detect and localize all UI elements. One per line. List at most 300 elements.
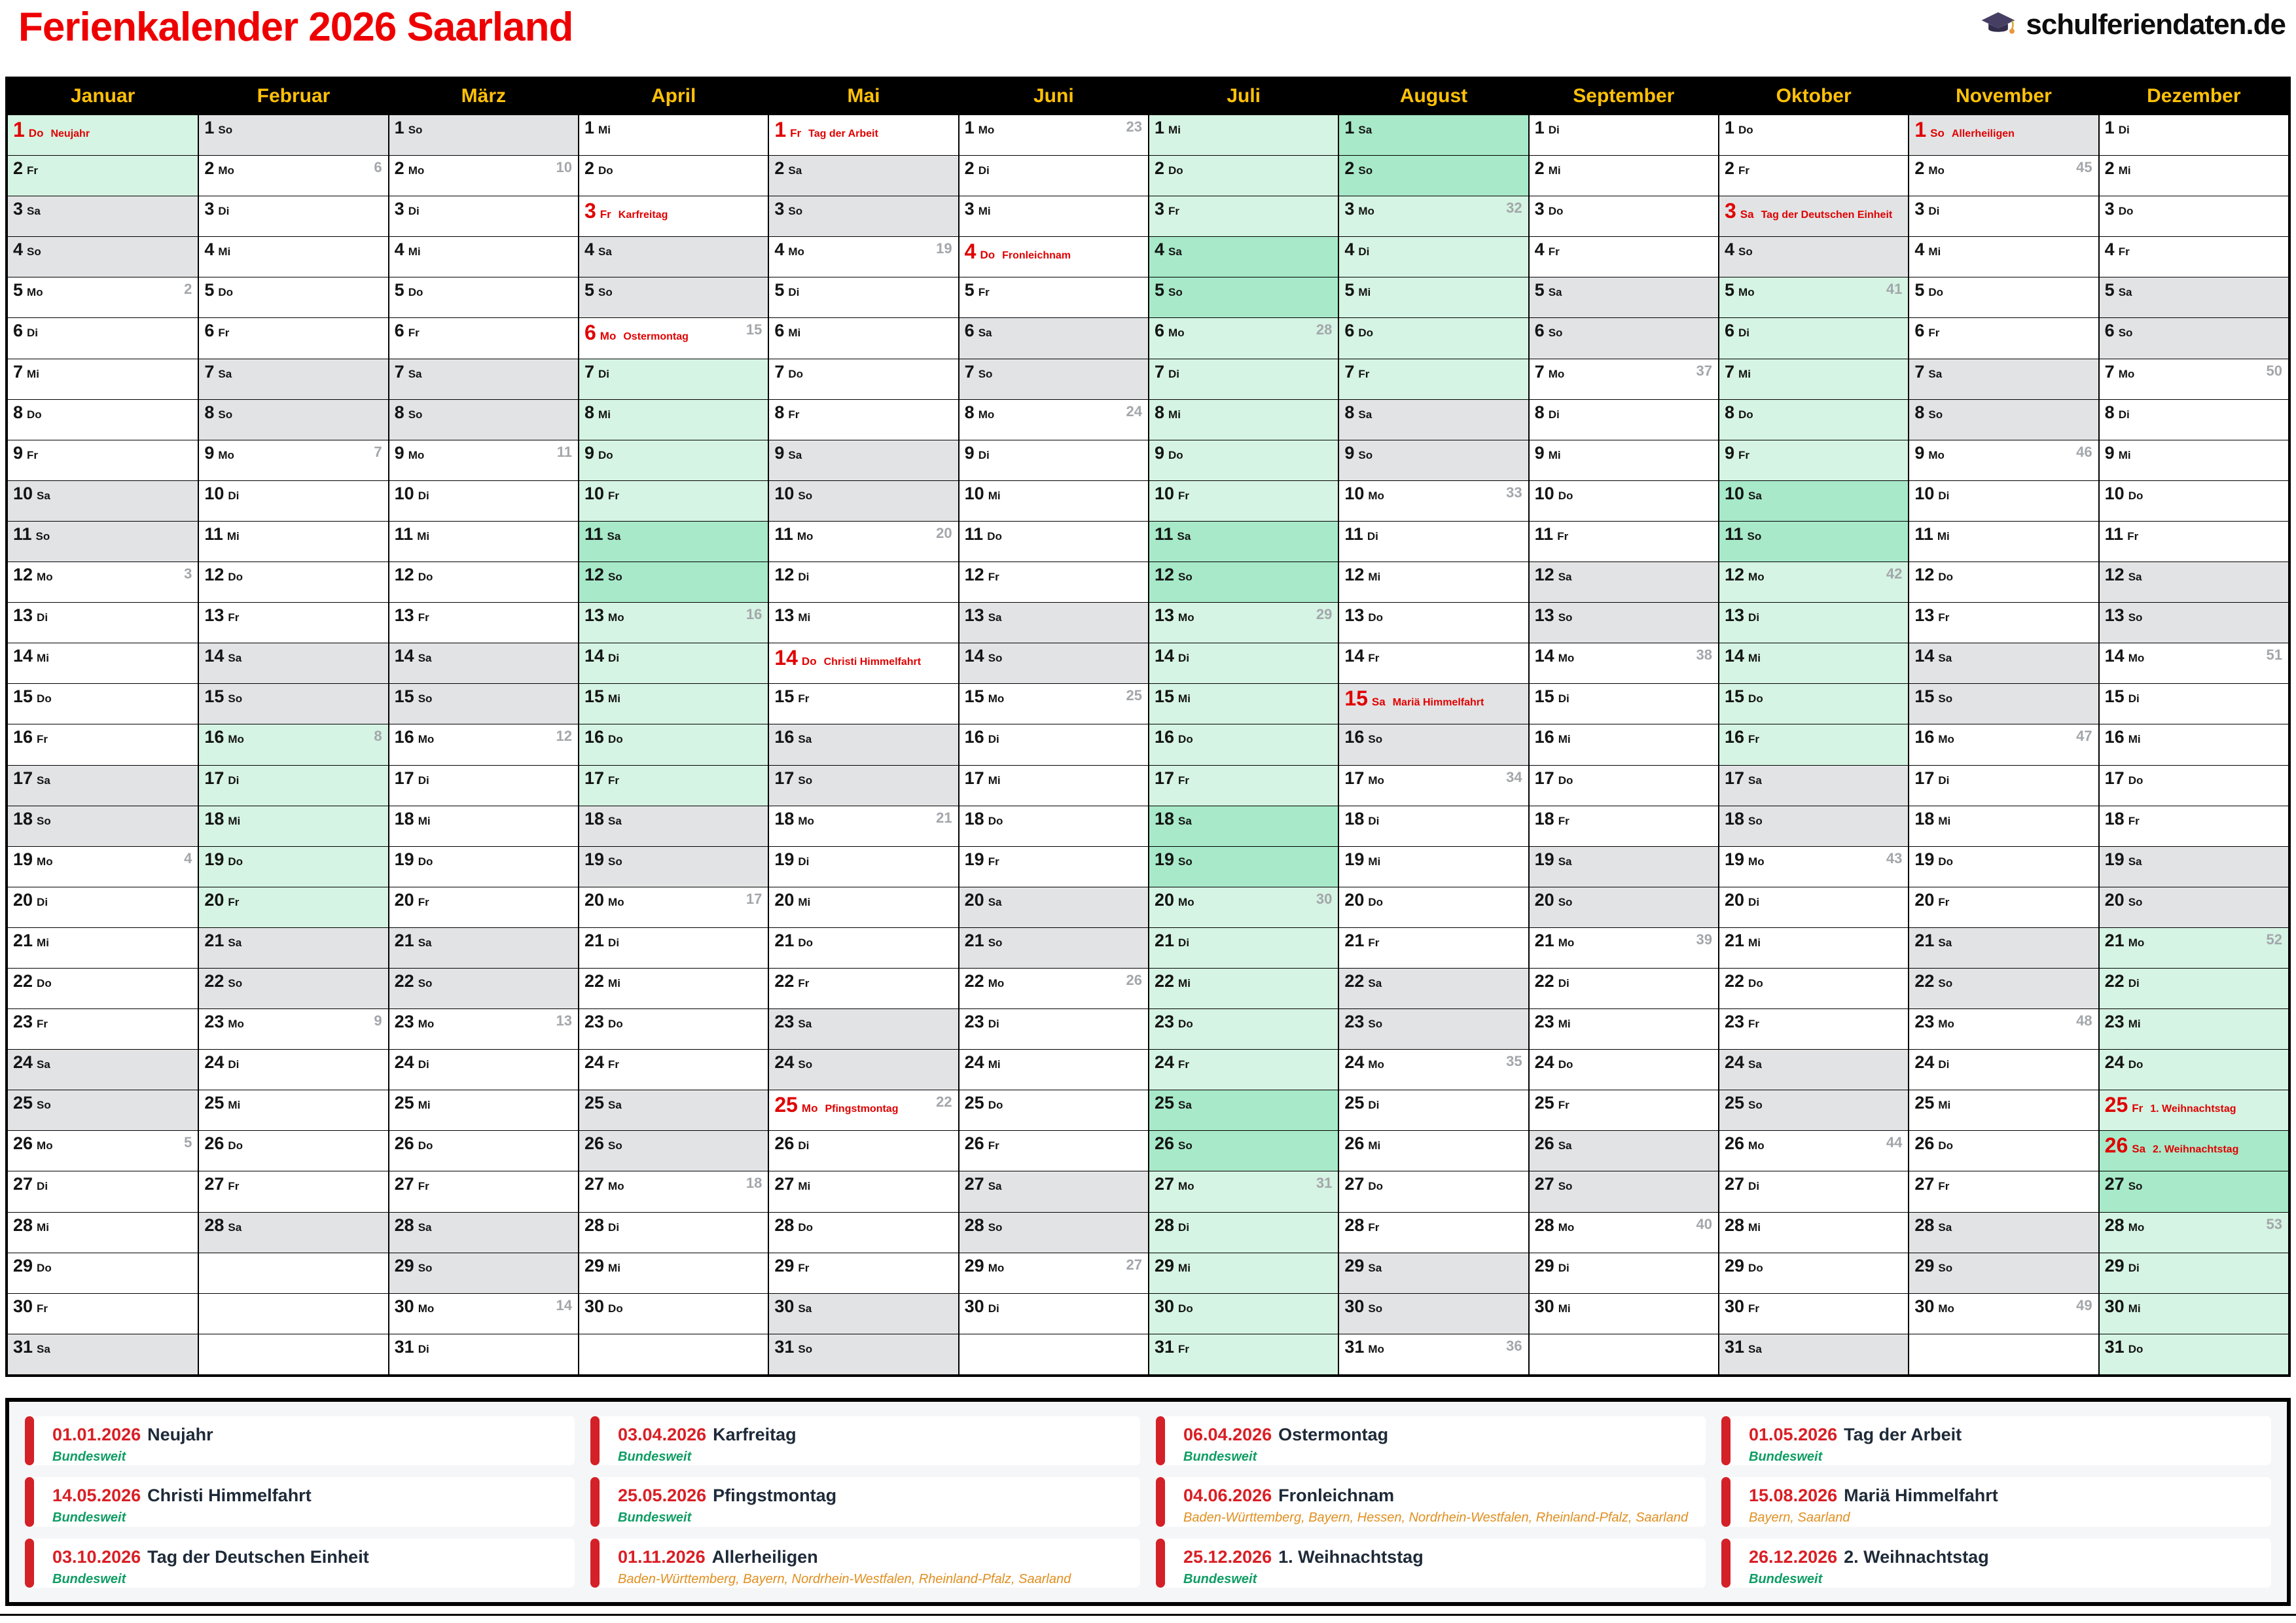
day-cell	[960, 1008, 1148, 1049]
day-cell	[1909, 1049, 2098, 1090]
legend-red-bar-icon	[1156, 1539, 1165, 1588]
day-number: 24	[584, 1052, 605, 1073]
day-cell	[769, 643, 958, 683]
weekday-label: Fr	[1558, 814, 1570, 827]
day-cell	[389, 1293, 578, 1334]
day-cell	[960, 1293, 1148, 1334]
day-number: 11	[1534, 524, 1554, 544]
day-number: 8	[13, 402, 24, 422]
week-number: 22	[936, 1094, 952, 1111]
weekday-label: Mo	[2118, 367, 2135, 380]
weekday-label: Do	[228, 571, 243, 584]
weekday-label: Di	[1368, 1099, 1380, 1112]
week-number: 26	[1126, 971, 1142, 988]
weekday-label: Mo	[1928, 164, 1945, 177]
weekday-label: Di	[598, 367, 610, 380]
day-number: 19	[2104, 849, 2125, 869]
day-cell	[199, 480, 387, 521]
holiday-label: Christi Himmelfahrt	[823, 656, 922, 668]
day-cell	[1149, 440, 1338, 480]
weekday-label: So	[408, 408, 423, 421]
weekday-label: Mo	[408, 164, 425, 177]
day-number: 9	[1155, 442, 1165, 463]
weekday-label: Mi	[2118, 448, 2131, 461]
day-cell	[1530, 765, 1718, 806]
day-number: 14	[964, 646, 984, 666]
weekday-label: Fr	[788, 408, 800, 421]
weekday-label: Mo	[37, 855, 53, 868]
day-cell	[1909, 1253, 2098, 1293]
day-cell	[1339, 724, 1528, 764]
day-cell	[199, 887, 387, 927]
weekday-label: Fr	[798, 1261, 810, 1274]
day-cell	[579, 1090, 768, 1130]
day-number: 7	[1725, 361, 1735, 382]
holiday-date: 14.05.2026	[52, 1486, 141, 1506]
weekday-label: Mo	[988, 976, 1005, 990]
day-number: 4	[964, 240, 977, 264]
day-number: 15	[1344, 687, 1368, 711]
day-cell	[579, 399, 768, 440]
weekday-label: Do	[1938, 855, 1954, 868]
legend-card	[25, 1416, 575, 1465]
weekday-label: Sa	[598, 245, 612, 259]
week-number: 41	[1886, 281, 1903, 298]
day-cell	[960, 1049, 1148, 1090]
day-number: 31	[13, 1336, 33, 1357]
week-number: 2	[184, 281, 192, 298]
holiday-date: 01.05.2026	[1749, 1425, 1838, 1444]
weekday-label: Mo	[600, 330, 617, 343]
day-cell	[960, 887, 1148, 927]
day-cell	[389, 521, 578, 562]
day-cell	[1909, 317, 2098, 358]
day-cell	[769, 806, 958, 846]
day-number: 21	[584, 930, 605, 950]
day-cell	[1719, 196, 1908, 236]
weekday-label: Sa	[37, 1058, 50, 1071]
weekday-label: Sa	[1928, 367, 1943, 380]
weekday-label: Fr	[418, 895, 429, 908]
weekday-label: Fr	[218, 327, 230, 340]
day-cell	[579, 359, 768, 399]
legend-red-bar-icon	[1721, 1539, 1731, 1588]
day-number: 5	[204, 280, 215, 300]
day-number: 10	[2104, 483, 2125, 503]
weekday-label: Sa	[1938, 936, 1952, 949]
day-cell	[1149, 1130, 1338, 1171]
weekday-label: Di	[27, 327, 39, 340]
day-cell	[1719, 155, 1908, 196]
weekday-label: Mi	[1937, 529, 1950, 543]
day-number: 27	[204, 1174, 224, 1194]
day-number: 28	[1155, 1215, 1175, 1235]
day-number: 26	[2104, 1133, 2128, 1158]
day-cell	[960, 277, 1148, 317]
day-number: 18	[394, 808, 414, 829]
weekday-label: Mi	[27, 367, 39, 380]
weekday-label: Mo	[1178, 1180, 1194, 1193]
month-column-10	[1718, 79, 1908, 1374]
day-number: 14	[13, 646, 33, 666]
day-number: 6	[964, 321, 975, 341]
day-cell	[1530, 1130, 1718, 1171]
day-number: 10	[204, 483, 224, 503]
day-cell	[199, 927, 387, 968]
holiday-label: Allerheiligen	[1951, 128, 2015, 139]
weekday-label: Sa	[1558, 855, 1572, 868]
day-cell	[8, 359, 198, 399]
week-number: 10	[556, 159, 572, 176]
day-cell	[1530, 440, 1718, 480]
day-cell	[1149, 399, 1338, 440]
legend-red-bar-icon	[25, 1416, 34, 1465]
day-cell	[389, 927, 578, 968]
day-number: 15	[1725, 687, 1745, 707]
day-cell	[579, 1293, 768, 1334]
empty-cell	[199, 1293, 387, 1334]
empty-cell	[1909, 1334, 2098, 1374]
day-cell	[8, 1008, 198, 1049]
weekday-label: Mo	[228, 1018, 244, 1031]
day-cell	[8, 1171, 198, 1211]
weekday-label: Do	[1558, 1058, 1573, 1071]
weekday-label: Di	[798, 1139, 810, 1152]
day-number: 3	[1155, 199, 1165, 219]
week-number: 46	[2076, 443, 2092, 460]
week-number: 24	[1126, 402, 1142, 419]
day-number: 23	[394, 1012, 414, 1032]
weekday-label: Do	[1738, 124, 1753, 136]
day-cell	[389, 399, 578, 440]
weekday-label: Mi	[1748, 1221, 1761, 1234]
weekday-label: Fr	[988, 1139, 999, 1152]
weekday-label: Sa	[607, 529, 621, 543]
day-number: 16	[13, 727, 33, 747]
day-number: 21	[1344, 930, 1365, 950]
day-number: 24	[1155, 1052, 1175, 1073]
day-cell	[1339, 683, 1528, 724]
weekday-label: Do	[608, 733, 623, 746]
weekday-label: Do	[418, 855, 433, 868]
day-number: 15	[1534, 687, 1554, 707]
holiday-name: Tag der Arbeit	[1844, 1425, 1962, 1444]
day-number: 16	[774, 727, 795, 747]
day-cell	[199, 317, 387, 358]
day-number: 15	[964, 687, 984, 707]
month-header: Oktober	[1719, 79, 1908, 115]
week-number: 30	[1316, 890, 1333, 907]
day-cell	[1339, 643, 1528, 683]
day-number: 11	[394, 524, 414, 544]
day-cell	[2100, 927, 2288, 968]
day-cell	[1909, 968, 2098, 1008]
day-number: 18	[964, 808, 984, 829]
day-cell	[1149, 1049, 1338, 1090]
day-number: 7	[13, 361, 24, 382]
day-cell	[769, 562, 958, 602]
weekday-label: Mo	[798, 814, 814, 827]
day-number: 18	[1914, 808, 1935, 829]
day-number: 28	[13, 1215, 33, 1235]
day-cell	[389, 724, 578, 764]
weekday-label: Do	[1748, 692, 1763, 705]
weekday-label: Do	[1168, 448, 1183, 461]
weekday-label: Mo	[1168, 327, 1185, 340]
day-number: 1	[1534, 118, 1545, 137]
day-number: 11	[13, 524, 32, 544]
day-cell	[1339, 1130, 1528, 1171]
holiday-name: Fronleichnam	[1278, 1486, 1395, 1506]
weekday-label: Di	[1558, 976, 1570, 990]
holiday-name: Neujahr	[147, 1425, 213, 1444]
day-cell	[769, 1130, 958, 1171]
day-number: 6	[204, 321, 215, 341]
weekday-label: Sa	[788, 164, 802, 177]
day-number: 2	[394, 158, 404, 179]
day-number: 16	[2104, 727, 2125, 747]
day-number: 4	[204, 240, 215, 260]
weekday-label: Mo	[1548, 367, 1565, 380]
holiday-regions: Bundesweit	[618, 1450, 692, 1464]
day-number: 8	[1155, 402, 1165, 422]
day-number: 11	[1155, 524, 1174, 544]
day-cell	[1719, 1008, 1908, 1049]
weekday-label: Mi	[228, 1099, 241, 1112]
weekday-label: So	[1928, 408, 1943, 421]
day-number: 13	[2104, 605, 2125, 626]
weekday-label: Sa	[1177, 529, 1191, 543]
day-number: 4	[774, 240, 785, 260]
day-cell	[389, 1049, 578, 1090]
weekday-label: Do	[228, 1139, 243, 1152]
week-number: 36	[1506, 1337, 1522, 1354]
day-number: 26	[774, 1133, 795, 1154]
weekday-label: Fr	[37, 1018, 48, 1031]
day-cell	[579, 806, 768, 846]
day-number: 29	[774, 1255, 795, 1275]
weekday-label: Do	[988, 814, 1003, 827]
day-number: 28	[2104, 1215, 2125, 1235]
day-number: 2	[1914, 158, 1925, 179]
weekday-label: Mi	[608, 976, 620, 990]
weekday-label: So	[798, 774, 813, 787]
weekday-label: Mo	[1558, 1221, 1575, 1234]
week-number: 49	[2076, 1296, 2092, 1313]
day-number: 22	[1914, 971, 1935, 991]
weekday-label: Mi	[608, 1261, 620, 1274]
month-header: Februar	[199, 79, 387, 115]
day-number: 7	[2104, 361, 2115, 382]
day-cell	[579, 1049, 768, 1090]
day-cell	[579, 480, 768, 521]
day-cell	[769, 602, 958, 643]
day-number: 12	[1914, 565, 1935, 585]
day-number: 29	[1344, 1255, 1365, 1275]
day-number: 29	[1534, 1255, 1554, 1275]
day-number: 17	[1914, 768, 1935, 788]
day-cell	[769, 968, 958, 1008]
weekday-label: So	[1938, 1261, 1953, 1274]
day-cell	[1909, 1090, 2098, 1130]
day-cell	[389, 1130, 578, 1171]
day-number: 1	[13, 118, 25, 141]
day-cell	[1339, 1293, 1528, 1334]
day-number: 2	[1155, 158, 1165, 179]
week-number: 32	[1506, 200, 1522, 217]
day-cell	[2100, 399, 2288, 440]
month-column-1	[8, 79, 198, 1374]
weekday-label: Mo	[418, 1018, 435, 1031]
day-cell	[1339, 359, 1528, 399]
day-number: 9	[584, 442, 595, 463]
day-number: 2	[774, 158, 785, 179]
day-cell	[199, 846, 387, 887]
day-number: 6	[13, 321, 24, 341]
week-number: 50	[2266, 362, 2282, 379]
day-number: 14	[1155, 646, 1175, 666]
day-number: 16	[584, 727, 605, 747]
legend-card	[590, 1477, 1140, 1526]
day-cell	[2100, 440, 2288, 480]
site-logo-link[interactable]	[1980, 7, 2286, 43]
day-cell	[1909, 724, 2098, 764]
day-cell	[199, 683, 387, 724]
day-cell	[389, 602, 578, 643]
day-number: 30	[394, 1296, 414, 1316]
weekday-label: Do	[608, 1302, 623, 1315]
day-number: 30	[1914, 1296, 1935, 1316]
weekday-label: Mi	[408, 245, 421, 259]
weekday-label: Di	[1178, 936, 1190, 949]
weekday-label: Mo	[988, 692, 1005, 705]
weekday-label: Sa	[228, 652, 242, 665]
day-cell	[2100, 1090, 2288, 1130]
week-number: 47	[2076, 728, 2092, 745]
day-cell	[579, 846, 768, 887]
weekday-label: Mo	[1178, 895, 1194, 908]
week-number: 29	[1316, 606, 1333, 623]
weekday-label: Sa	[27, 205, 41, 218]
day-number: 31	[1725, 1336, 1745, 1357]
weekday-label: Mo	[608, 1180, 624, 1193]
day-number: 30	[2104, 1296, 2125, 1316]
weekday-label: Mi	[1548, 164, 1561, 177]
weekday-label: Mo	[788, 245, 804, 259]
day-cell	[1909, 440, 2098, 480]
day-cell	[199, 806, 387, 846]
weekday-label: Mi	[1558, 733, 1571, 746]
weekday-label: Sa	[988, 611, 1002, 624]
weekday-label: Mi	[226, 529, 240, 543]
weekday-label: Do	[37, 976, 52, 990]
day-cell	[579, 155, 768, 196]
weekday-label: Do	[988, 1099, 1003, 1112]
day-number: 19	[964, 849, 984, 869]
day-cell	[2100, 359, 2288, 399]
day-number: 1	[1725, 118, 1735, 137]
day-number: 24	[394, 1052, 414, 1073]
day-cell	[1909, 887, 2098, 927]
weekday-label: Do	[1368, 895, 1384, 908]
day-number: 16	[1534, 727, 1554, 747]
day-number: 27	[964, 1174, 984, 1194]
weekday-label: So	[1178, 571, 1193, 584]
weekday-label: Do	[28, 127, 44, 139]
day-number: 10	[964, 483, 984, 503]
weekday-label: Mi	[988, 774, 1001, 787]
weekday-label: Mo	[608, 895, 624, 908]
weekday-label: Di	[2128, 692, 2140, 705]
day-number: 12	[204, 565, 224, 585]
holiday-date: 26.12.2026	[1749, 1546, 1838, 1567]
day-number: 24	[774, 1052, 795, 1073]
weekday-label: Mi	[598, 124, 611, 136]
day-number: 23	[584, 1012, 605, 1032]
day-cell	[960, 317, 1148, 358]
day-cell	[1149, 1293, 1338, 1334]
day-number: 25	[1534, 1093, 1554, 1113]
day-cell	[960, 806, 1148, 846]
day-cell	[389, 1008, 578, 1049]
holiday-date: 04.06.2026	[1183, 1486, 1272, 1506]
weekday-label: Fr	[978, 286, 990, 299]
day-cell	[1339, 562, 1528, 602]
day-number: 30	[964, 1296, 984, 1316]
weekday-label: Mi	[1168, 408, 1181, 421]
day-number: 3	[394, 199, 404, 219]
weekday-label: Sa	[218, 367, 232, 380]
day-number: 14	[1725, 646, 1745, 666]
day-number: 28	[1344, 1215, 1365, 1235]
day-cell	[960, 115, 1148, 155]
day-number: 13	[774, 605, 795, 626]
weekday-label: So	[2118, 327, 2133, 340]
day-cell	[2100, 1171, 2288, 1211]
holiday-name: Allerheiligen	[711, 1546, 818, 1567]
holiday-name: Mariä Himmelfahrt	[1844, 1486, 1998, 1506]
weekday-label: Fr	[1368, 652, 1380, 665]
day-number: 17	[13, 768, 33, 788]
day-number: 28	[584, 1215, 605, 1235]
day-cell	[769, 1049, 958, 1090]
weekday-label: Mo	[1368, 1058, 1384, 1071]
weekday-label: Mi	[37, 652, 49, 665]
day-number: 17	[774, 768, 795, 788]
weekday-label: Do	[1928, 286, 1944, 299]
day-cell	[1719, 927, 1908, 968]
legend-red-bar-icon	[1721, 1477, 1731, 1526]
day-cell	[1909, 927, 2098, 968]
weekday-label: Do	[598, 448, 613, 461]
day-cell	[960, 196, 1148, 236]
legend-red-bar-icon	[1156, 1416, 1165, 1465]
day-cell	[1719, 1049, 1908, 1090]
weekday-label: So	[37, 1099, 51, 1112]
weekday-label: Mi	[1168, 124, 1181, 136]
weekday-label: Do	[1168, 164, 1183, 177]
day-cell	[389, 440, 578, 480]
weekday-label: Fr	[27, 448, 39, 461]
weekday-label: Mi	[598, 408, 611, 421]
weekday-label: Sa	[1168, 245, 1182, 259]
legend-red-bar-icon	[1721, 1416, 1731, 1465]
month-header: Mai	[769, 79, 958, 115]
day-cell	[1339, 521, 1528, 562]
day-cell	[8, 155, 198, 196]
day-number: 16	[964, 727, 984, 747]
day-number: 7	[964, 361, 975, 382]
